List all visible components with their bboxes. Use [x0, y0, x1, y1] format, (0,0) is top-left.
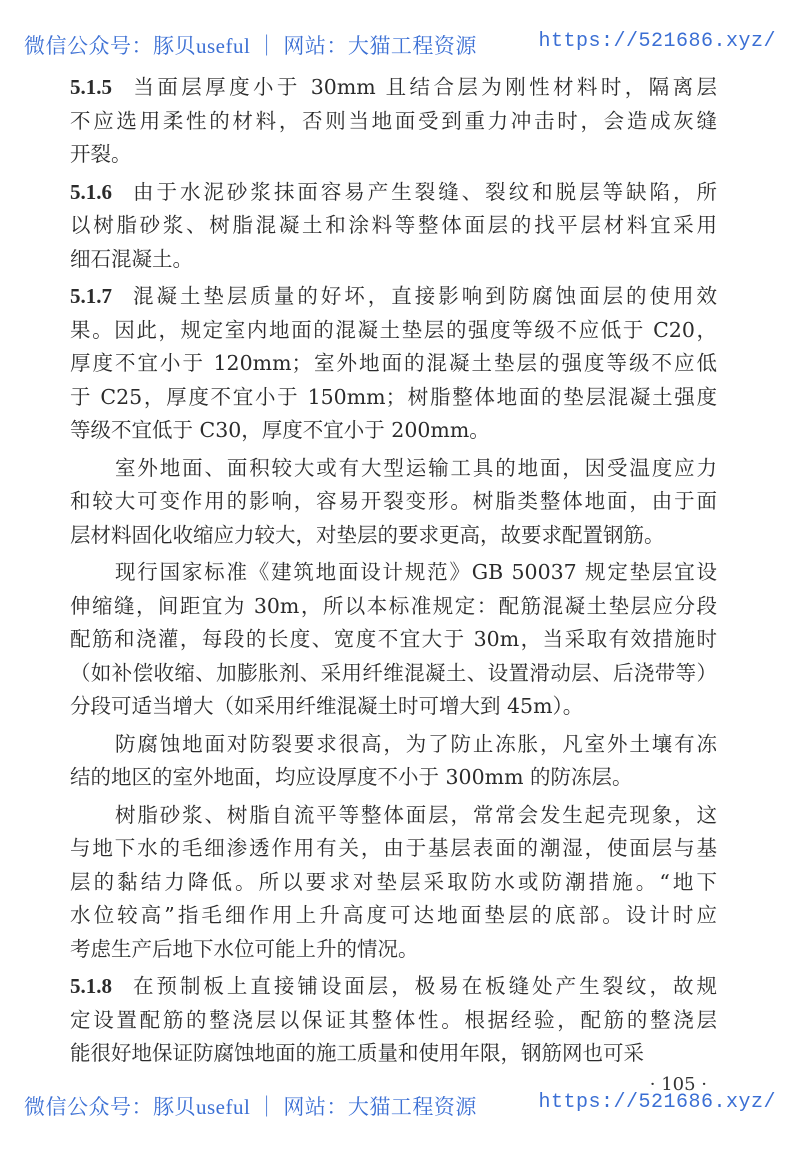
line-text: 于 C25，厚度不宜小于 150mm；树脂整体地面的垫层混凝土强度: [70, 384, 717, 409]
watermark-url: https://521686.xyz/: [538, 30, 776, 53]
text-line: [70, 381, 717, 415]
text-line: [70, 1037, 717, 1071]
text-line: [70, 243, 717, 277]
line-text: 配筋和浇灌，每段的长度、宽度不宜大于 30m，当采取有效措施时: [70, 627, 717, 651]
line-text: 能很好地保证防腐蚀地面的施工质量和使用年限，钢筋网也可采: [70, 1041, 644, 1065]
text-line: [70, 728, 717, 762]
document-body: [70, 71, 717, 1075]
watermark-top: [24, 30, 776, 60]
text-line: [70, 690, 717, 724]
text-line: [70, 590, 717, 624]
line-text: 树脂砂浆、树脂自流平等整体面层，常常会发生起壳现象，这: [115, 802, 717, 827]
text-line: [70, 209, 717, 243]
text-line: [70, 71, 717, 105]
text-line: [70, 556, 717, 590]
text-line: [70, 138, 717, 172]
line-text: 结的地区的室外地面，均应设厚度不小于 300mm 的防冻层。: [70, 765, 633, 789]
line-text: 水位较高”指毛细作用上升高度可达地面垫层的底部。设计时应: [70, 903, 717, 927]
text-line: [70, 314, 717, 348]
text-line: [70, 657, 717, 691]
watermark-text: 微信公众号：豚贝useful ｜ 网站：大猫工程资源: [24, 34, 477, 58]
section-number: 5.1.6: [70, 179, 112, 204]
text-line: [70, 933, 717, 967]
line-text: 和较大可变作用的影响，容易开裂变形。树脂类整体地面，由于面: [70, 489, 717, 513]
watermark-text: 微信公众号：豚贝useful ｜ 网站：大猫工程资源: [24, 1095, 477, 1119]
line-text: 由于水泥砂浆抹面容易产生裂缝、裂纹和脱层等缺陷，所: [130, 179, 717, 204]
line-text: （如补偿收缩、加膨胀剂、采用纤维混凝土、设置滑动层、后浇带等）: [70, 660, 717, 685]
section-5-1-8: [70, 970, 717, 1071]
page-number: · 105 ·: [649, 1074, 707, 1095]
text-line: [70, 866, 717, 900]
line-text: 等级不宜低于 C30，厚度不宜小于 200mm。: [70, 418, 490, 442]
text-line: [70, 452, 717, 486]
line-text: 伸缩缝，间距宜为 30m，所以本标准规定：配筋混凝土垫层应分段: [70, 593, 717, 618]
text-line: [70, 519, 717, 553]
text-line: [70, 176, 717, 210]
line-text: 以树脂砂浆、树脂混凝土和涂料等整体面层的找平层材料宜采用: [70, 213, 717, 237]
line-text: 不应选用柔性的材料，否则当地面受到重力冲击时，会造成灰缝: [70, 108, 717, 133]
section-5-1-6: [70, 176, 717, 277]
line-text: 与地下水的毛细渗透作用有关，由于基层表面的潮湿，使面层与基: [70, 836, 717, 860]
text-line: [70, 414, 717, 448]
line-text: 厚度不宜小于 120mm；室外地面的混凝土垫层的强度等级不应低: [70, 351, 717, 375]
line-text: 层材料固化收缩应力较大，对垫层的要求更高，故要求配置钢筋。: [70, 522, 665, 547]
line-text: 室外地面、面积较大或有大型运输工具的地面，因受温度应力: [115, 455, 717, 480]
line-text: 层的黏结力降低。所以要求对垫层采取防水或防潮措施。“地下: [70, 869, 717, 894]
paragraph: [70, 799, 717, 967]
section-5-1-7: [70, 280, 717, 448]
text-line: [70, 347, 717, 381]
line-text: 考虑生产后地下水位可能上升的情况。: [70, 936, 419, 961]
line-text: 防腐蚀地面对防裂要求很高，为了防止冻胀，凡室外土壤有冻: [115, 731, 717, 756]
line-text: 开裂。: [70, 142, 132, 166]
section-number: 5.1.5: [70, 75, 112, 99]
text-line: [70, 761, 717, 795]
line-text: 细石混凝土。: [70, 246, 193, 271]
paragraph: [70, 728, 717, 795]
watermark-url: https://521686.xyz/: [538, 1091, 776, 1114]
line-text: 当面层厚度小于 30mm 且结合层为刚性材料时，隔离层: [130, 75, 717, 99]
text-line: [70, 485, 717, 519]
section-number: 5.1.7: [70, 284, 112, 308]
text-line: [70, 623, 717, 657]
text-line: [70, 280, 717, 314]
text-line: [70, 799, 717, 833]
text-line: [70, 105, 717, 139]
text-line: [70, 832, 717, 866]
text-line: [70, 1004, 717, 1038]
paragraph: [70, 556, 717, 724]
line-text: 现行国家标准《建筑地面设计规范》GB 50037 规定垫层宜设: [115, 560, 717, 584]
text-line: [70, 899, 717, 933]
section-number: 5.1.8: [70, 974, 112, 998]
line-text: 果。因此，规定室内地面的混凝土垫层的强度等级不应低于 C20，: [70, 317, 717, 342]
line-text: 混凝土垫层质量的好坏，直接影响到防腐蚀面层的使用效: [130, 284, 717, 308]
text-line: [70, 970, 717, 1004]
watermark-bottom: [24, 1091, 776, 1121]
section-5-1-5: [70, 71, 717, 172]
paragraph: [70, 452, 717, 553]
line-text: 在预制板上直接铺设面层，极易在板缝处产生裂纹，故规: [130, 974, 717, 998]
line-text: 定设置配筋的整浇层以保证其整体性。根据经验，配筋的整浇层: [70, 1007, 717, 1032]
line-text: 分段可适当增大（如采用纤维混凝土时可增大到 45m）。: [70, 694, 584, 718]
